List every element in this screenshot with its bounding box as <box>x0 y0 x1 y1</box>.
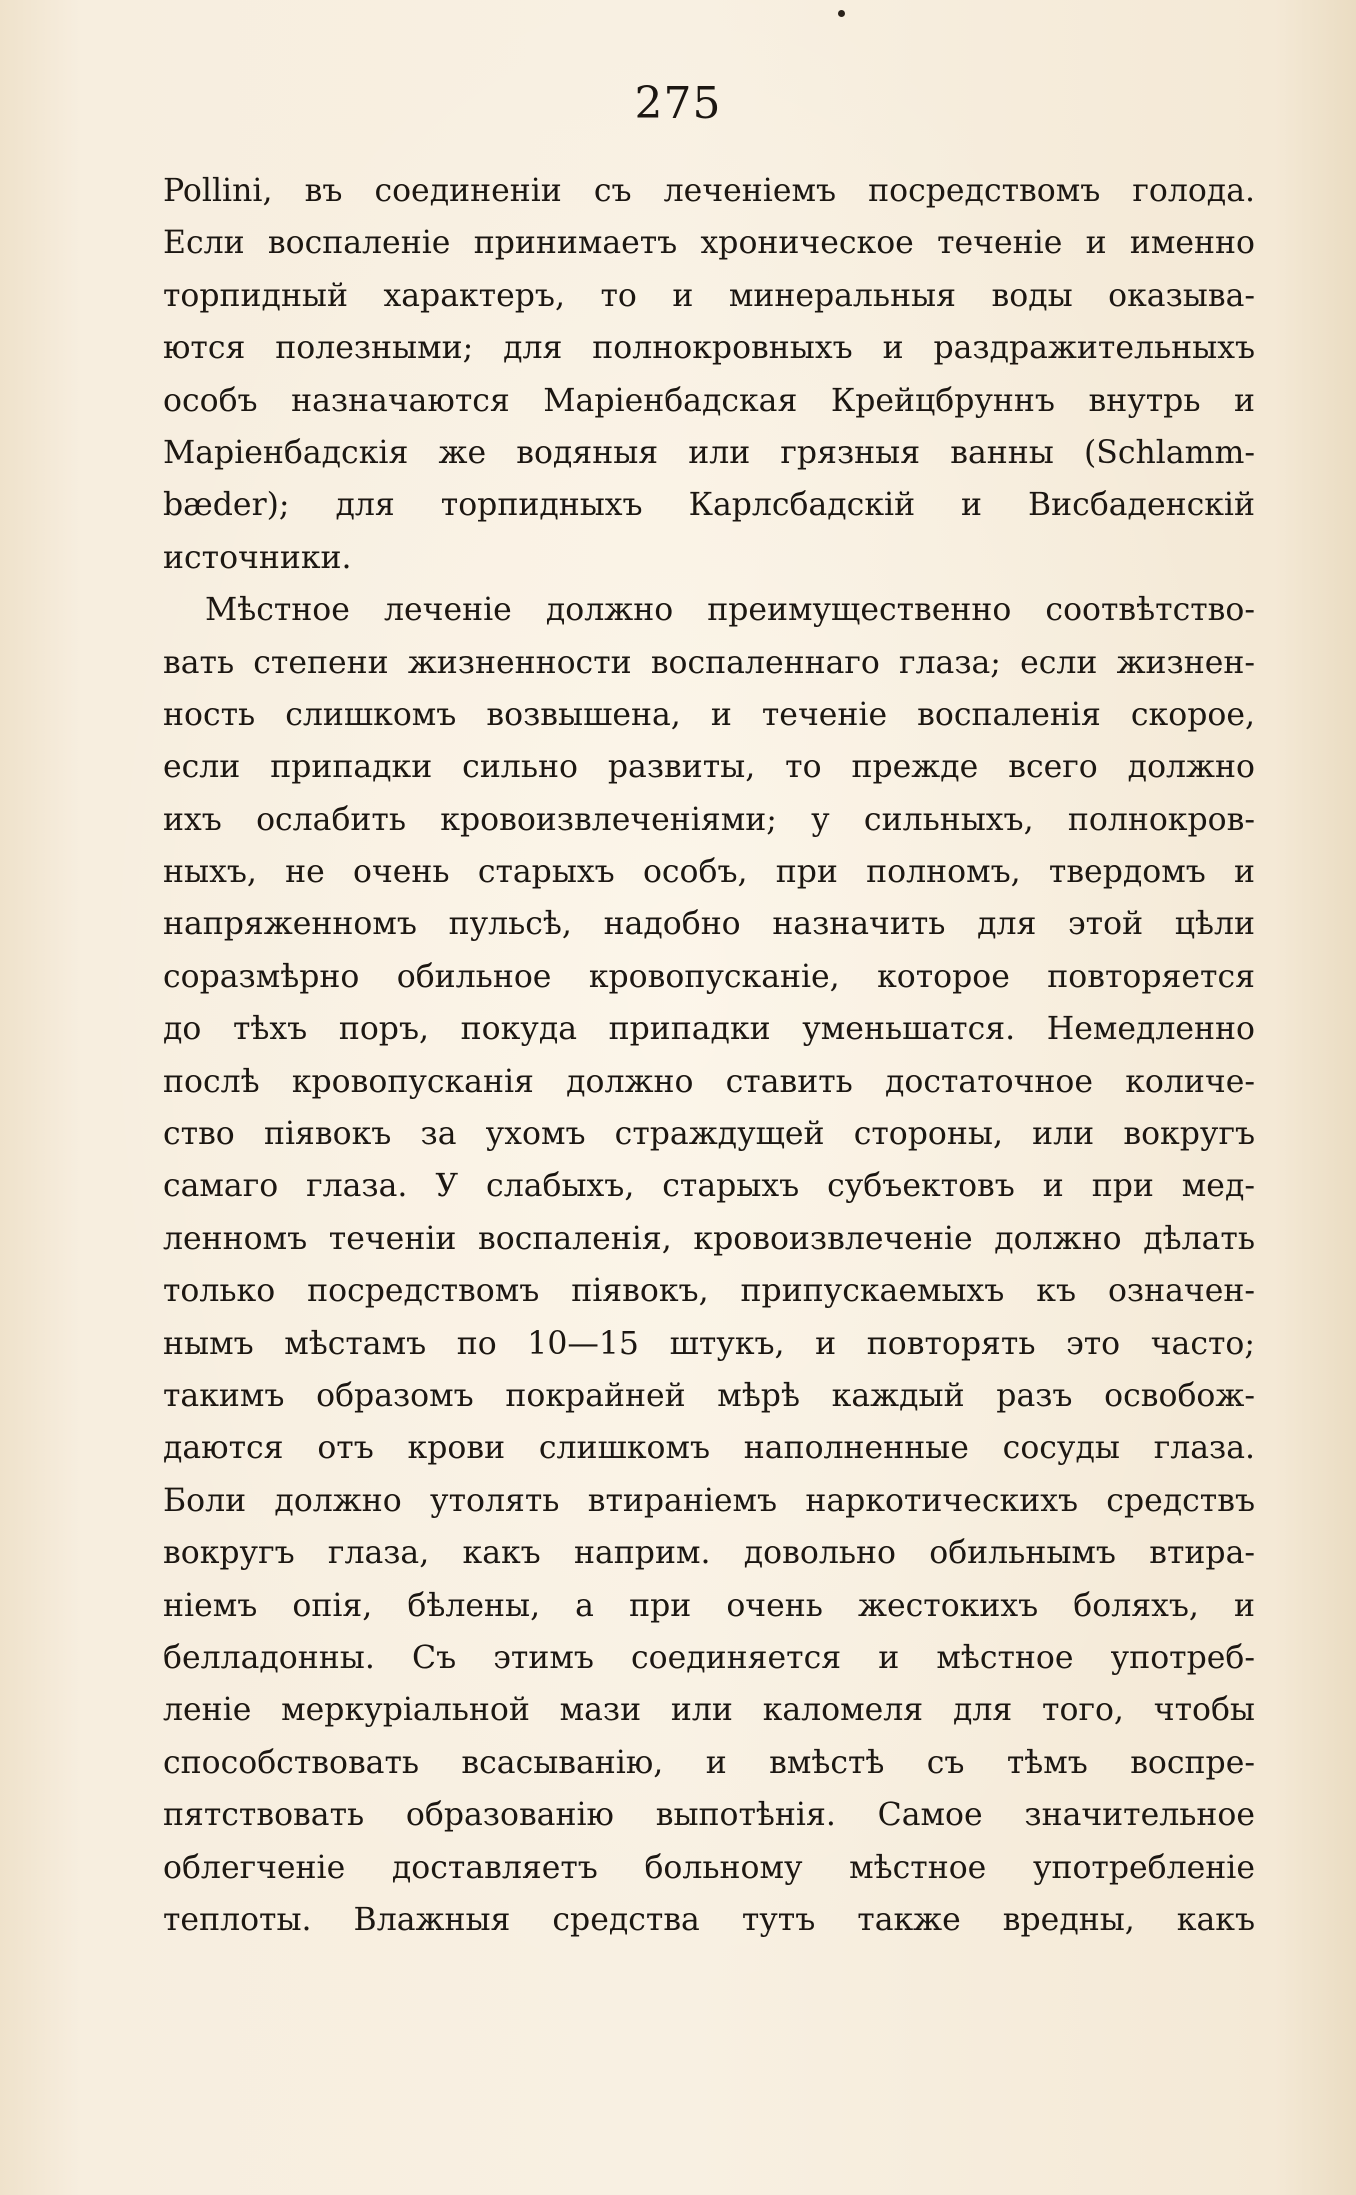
text-line: теплоты. Влажныя средства тутъ также вредны, какъ <box>163 1901 1255 1938</box>
text-line: ленномъ теченіи воспаленія, кровоизвлеченіе должно дѣлать <box>163 1220 1255 1257</box>
text-line: особъ назначаются Маріенбадская Крейцбруннъ внутрь и <box>163 382 1255 419</box>
text-line: послѣ кровопусканія должно ставить достаточное количе- <box>163 1063 1255 1100</box>
ink-speck <box>838 10 845 17</box>
text-line: ются полезными; для полнокровныхъ и раздражительныхъ <box>163 330 1255 367</box>
text-line: ихъ ослабить кровоизвлеченіями; у сильныхъ, полнокров- <box>163 801 1255 838</box>
text-line: источники. <box>163 539 352 576</box>
text-line: вокругъ глаза, какъ наприм. довольно обильнымъ втира- <box>163 1535 1255 1572</box>
body-text <box>163 165 1255 1946</box>
text-line: Мѣстное леченіе должно преимущественно соотвѣтство- <box>205 592 1255 629</box>
text-line: леніе меркуріальной мази или каломеля для того, чтобы <box>163 1692 1255 1729</box>
text-line: только посредствомъ піявокъ, припускаемыхъ къ означен- <box>163 1273 1255 1310</box>
text-line: Маріенбадскія же водяныя или грязныя ванны (Schlamm- <box>163 434 1255 471</box>
text-line: торпидный характеръ, то и минеральныя воды оказыва- <box>163 277 1255 314</box>
text-line: вать степени жизненности воспаленнаго глаза; если жизнен- <box>163 644 1255 681</box>
text-line: нымъ мѣстамъ по 10—15 штукъ, и повторять это часто; <box>163 1325 1255 1362</box>
page-number: 275 <box>634 78 722 129</box>
text-line: даются отъ крови слишкомъ наполненные сосуды глаза. <box>163 1430 1255 1467</box>
text-line: ныхъ, не очень старыхъ особъ, при полномъ, твердомъ и <box>163 854 1255 891</box>
text-line: способствовать всасыванію, и вмѣстѣ съ тѣмъ воспре- <box>163 1744 1255 1781</box>
text-line: bæder); для торпидныхъ Карлсбадскій и Висбаденскій <box>163 487 1255 524</box>
text-line: пятствовать образованію выпотѣнія. Самое значительное <box>163 1797 1255 1834</box>
text-line: облегченіе доставляетъ больному мѣстное употребленіе <box>163 1849 1255 1886</box>
text-line: ность слишкомъ возвышена, и теченіе воспаленія скорое, <box>163 696 1255 733</box>
text-line: напряженномъ пульсѣ, надобно назначить для этой цѣли <box>163 906 1255 943</box>
text-line: до тѣхъ поръ, покуда припадки уменьшатся. Немедленно <box>163 1011 1255 1048</box>
text-line: самаго глаза. У слабыхъ, старыхъ субъектовъ и при мед- <box>163 1168 1255 1205</box>
text-line: Pollini, въ соединеніи съ леченіемъ посредствомъ голода. <box>163 173 1255 209</box>
text-line: если припадки сильно развиты, то прежде всего должно <box>163 749 1255 786</box>
text-line: Если воспаленіе принимаетъ хроническое теченіе и именно <box>163 225 1255 262</box>
text-line: Боли должно утолять втираніемъ наркотическихъ средствъ <box>163 1482 1255 1519</box>
text-line: соразмѣрно обильное кровопусканіе, которое повторяется <box>163 958 1255 995</box>
text-line: белладонны. Съ этимъ соединяется и мѣстное употреб- <box>163 1639 1255 1676</box>
text-line: ніемъ опія, бѣлены, а при очень жестокихъ боляхъ, и <box>163 1587 1255 1624</box>
text-line: такимъ образомъ покрайней мѣрѣ каждый разъ освобож- <box>163 1377 1255 1414</box>
text-line: ство піявокъ за ухомъ страждущей стороны, или вокругъ <box>163 1116 1255 1153</box>
